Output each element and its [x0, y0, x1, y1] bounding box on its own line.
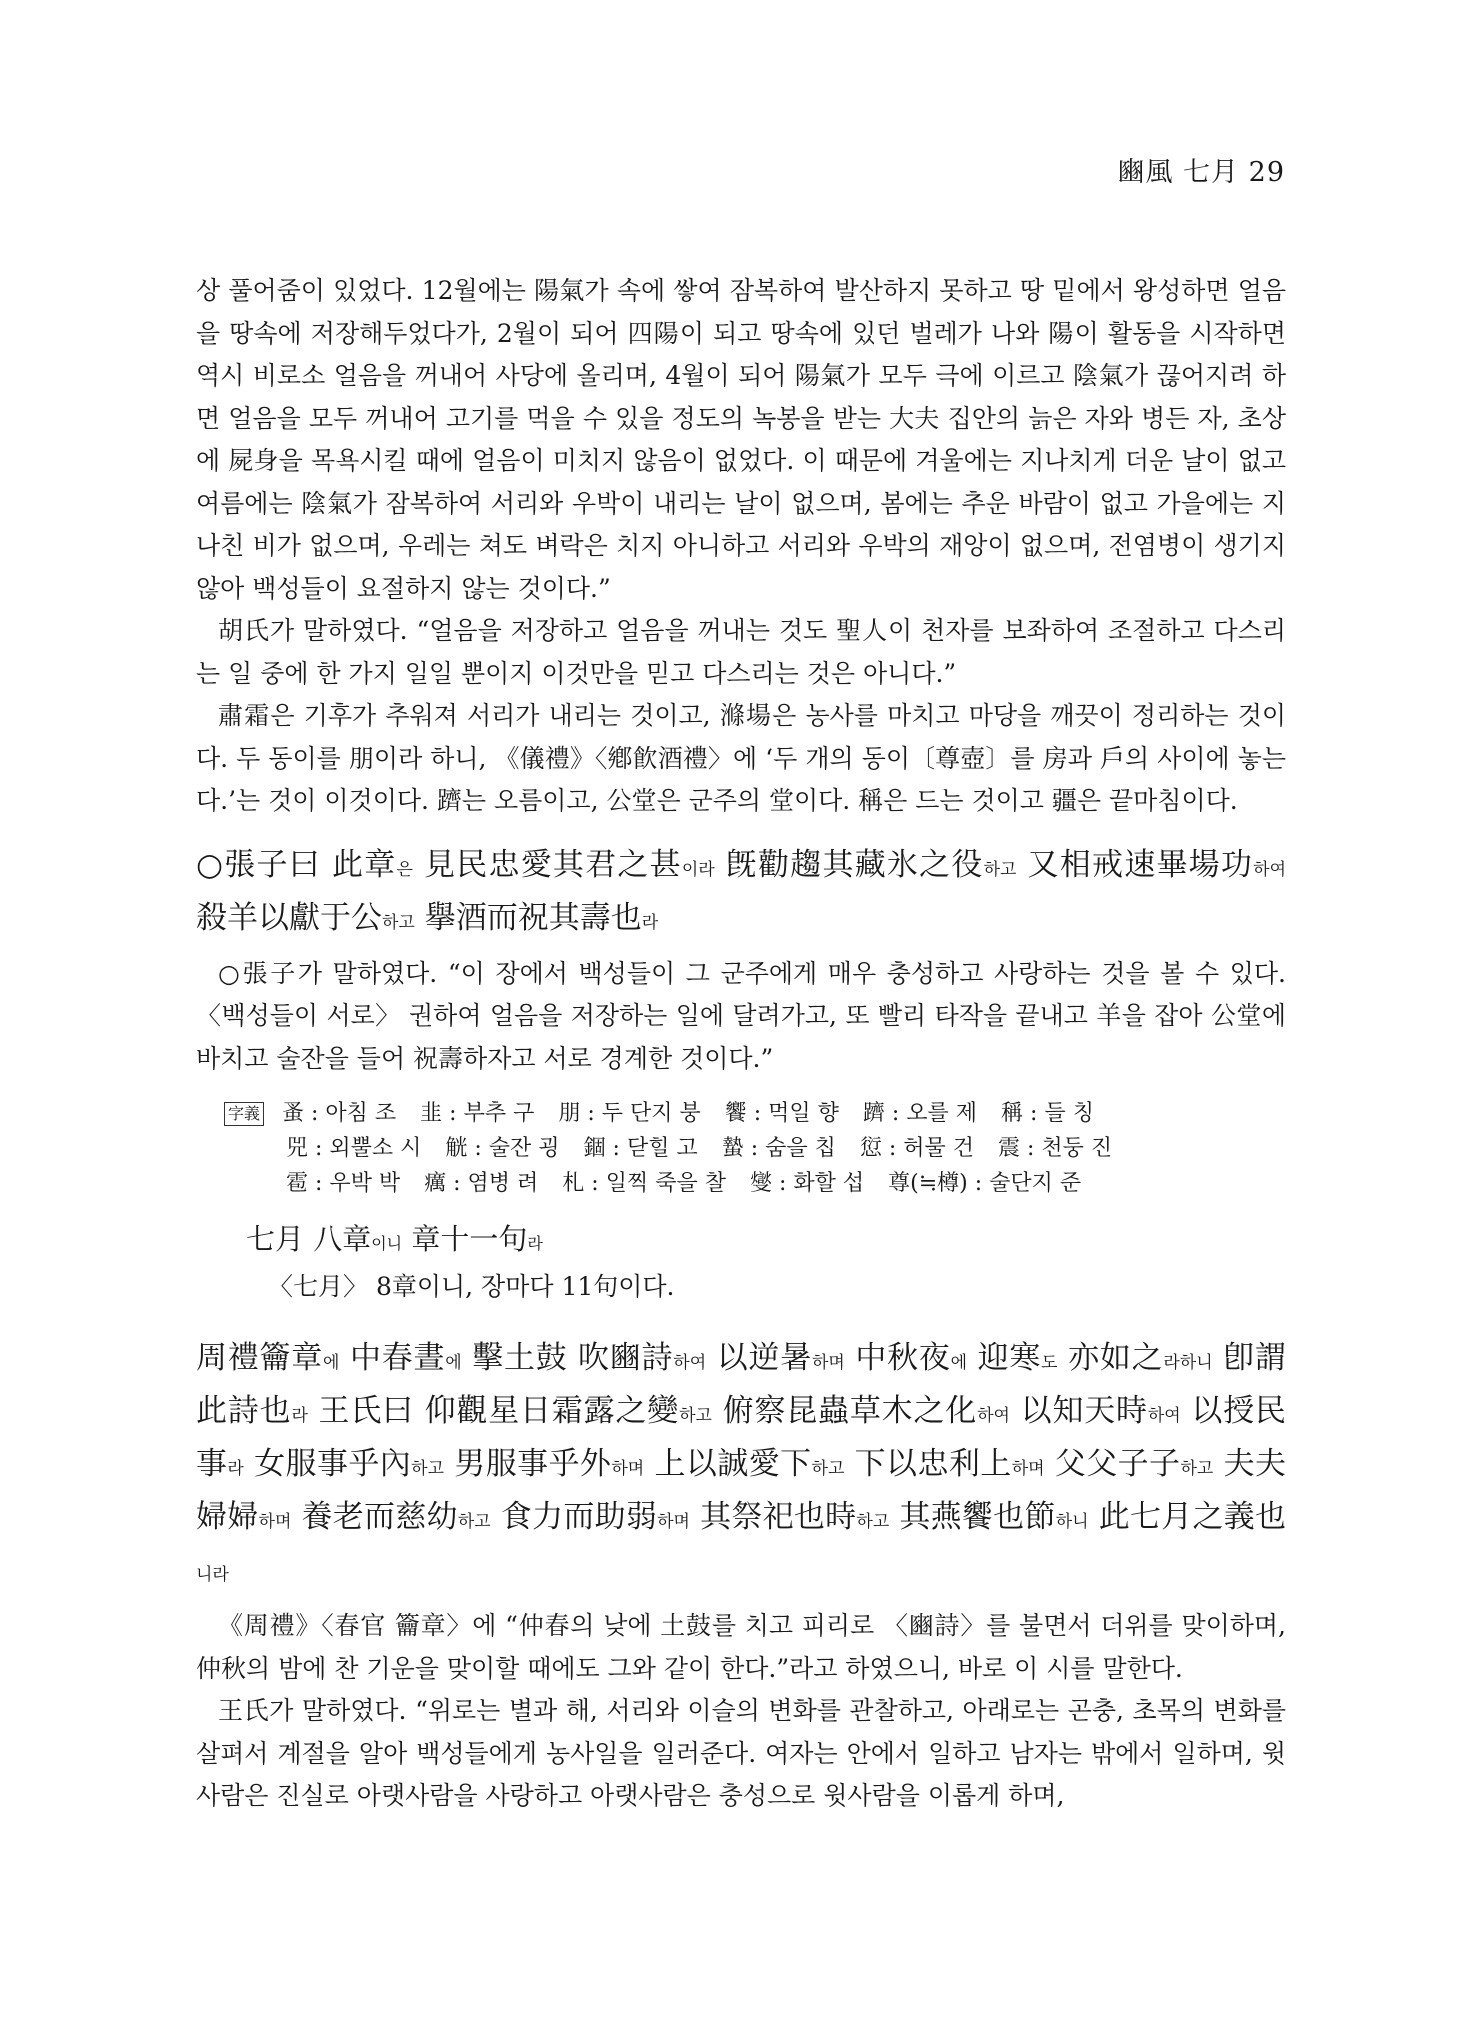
- vocabulary-item: 尊(≒樽) : 술단지 준: [888, 1171, 1082, 1196]
- vocabulary-row: [224, 1131, 1286, 1166]
- vocabulary-item: 札 : 일찍 죽을 찰: [562, 1171, 726, 1196]
- chapter-summary: [246, 1217, 1286, 1266]
- classical-text: 父父子子: [1044, 1446, 1181, 1482]
- particle: 하여: [1147, 1406, 1181, 1426]
- particle: 하고: [811, 1459, 845, 1479]
- classical-text: 其祭祀也時: [689, 1499, 857, 1535]
- particle: 하며: [611, 1459, 645, 1479]
- classical-text: 殺羊以獻于公: [196, 899, 382, 936]
- particle: 하고: [457, 1512, 491, 1532]
- vocabulary-item: 錮 : 닫힐 고: [583, 1136, 698, 1161]
- classical-text: 迎寒: [967, 1340, 1042, 1376]
- particle: 라: [527, 1234, 543, 1253]
- vocabulary-item: 雹 : 우박 박: [286, 1171, 401, 1196]
- particle: 도: [1041, 1353, 1058, 1373]
- classical-text: 擧酒而祝其壽也: [414, 899, 642, 936]
- header-title: 豳風 七月: [1117, 157, 1240, 188]
- vocabulary-row: [224, 1096, 1286, 1131]
- paragraph-glossary-notes: 肅霜은 기후가 추워져 서리가 내리는 것이고, 滌場은 농사를 마치고 마당을 깨끗이 정리하는 것이다. 두 동이를 朋이라 하니, 《儀禮》〈鄕飮酒禮〉에 ‘두 개의 동이〔尊壺〕를 房과 戶의 사이에 놓는다.’는 것이 이것이다. 躋는 오름이고, 公堂은 군주의 堂이다. 稱은 드는 것이고 疆은 끝마침이다.: [196, 701, 1286, 815]
- particle: 라: [291, 1406, 308, 1426]
- particle: 라: [227, 1459, 244, 1479]
- classical-text: 王氏曰 仰觀星日霜露之變: [307, 1393, 680, 1429]
- classical-text: 男服事乎外: [444, 1446, 612, 1482]
- vocabulary-box: [224, 1096, 1286, 1201]
- vocabulary-item: 癘 : 염병 려: [424, 1171, 539, 1196]
- classical-text: 見民忠愛其君之甚: [412, 846, 682, 883]
- particle: 하고: [983, 859, 1017, 880]
- classical-text: 旣勸趨其藏氷之役: [714, 846, 984, 883]
- page-body: [196, 270, 1286, 1818]
- particle: 에: [322, 1353, 340, 1373]
- classical-text: 擊土鼓 吹豳詩: [461, 1340, 674, 1376]
- classical-text: 又相戒速畢場功: [1016, 846, 1254, 883]
- paragraph-zhouli-translation: 《周禮》〈春官 籥章〉에 “仲春의 낮에 土鼓를 치고 피리로 〈豳詩〉를 불면서 더위를 맞이하며, 仲秋의 밤에 찬 기운을 맞이할 때에도 그와 같이 한다.”라고 하였으니, 바로 이 시를 말한다.: [196, 1611, 1286, 1683]
- classical-text: 以逆暑: [706, 1340, 812, 1376]
- vocabulary-badge: 字義: [224, 1102, 264, 1126]
- classical-text: 其燕饗也節: [889, 1499, 1056, 1535]
- particle: 이니: [371, 1234, 403, 1253]
- classical-text: 俯察昆蟲草木之化: [711, 1393, 978, 1429]
- particle: 하니: [1055, 1512, 1089, 1532]
- vocabulary-item: 蟄 : 숨을 칩: [721, 1136, 836, 1161]
- vocabulary-item: 震 : 천둥 진: [998, 1136, 1113, 1161]
- classical-text: 上以誠愛下: [644, 1446, 812, 1482]
- classical-zhang-commentary: [196, 841, 1286, 947]
- vocabulary-item: 觥 : 술잔 굉: [445, 1136, 560, 1161]
- classical-text: 下以忠利上: [844, 1446, 1012, 1482]
- particle: 은: [396, 859, 413, 880]
- classical-text: 中秋夜: [844, 1340, 951, 1376]
- classical-text: 亦如之: [1057, 1340, 1164, 1376]
- vocabulary-item: 稱 : 들 칭: [1001, 1101, 1094, 1126]
- particle: 라하니: [1163, 1353, 1213, 1373]
- classical-text: 女服事乎內: [243, 1446, 412, 1482]
- particle: 하며: [811, 1353, 845, 1373]
- vocabulary-row: [224, 1166, 1286, 1201]
- paragraph-ice-storage: 상 풀어줌이 있었다. 12월에는 陽氣가 속에 쌓여 잠복하여 발산하지 못하고 땅 밑에서 왕성하면 얼음을 땅속에 저장해두었다가, 2월이 되어 四陽이 되고 땅속에 있던 벌레가 나와 陽이 활동을 시작하면 역시 비로소 얼음을 꺼내어 사당에 올리며, 4월이 되어 陽氣가 모두 극에 이르고 陰氣가 끊어지려 하면 얼음을 모두 꺼내어 고기를 먹을 수 있을 정도의 녹봉을 받는 大夫 집안의 늙은 자와 병든 자, 초상에 屍身을 목욕시킬 때에 얼음이 미치지 않음이 없었다. 이 때문에 겨울에는 지나치게 더운 날이 없고 여름에는 陰氣가 잠복하여 서리와 우박이 내리는 날이 없으며, 봄에는 추운 바람이 없고 가을에는 지나친 비가 없으며, 우레는 쳐도 벼락은 치지 아니하고 서리와 우박의 재앙이 없으며, 전염병이 생기지 않아 백성들이 요절하지 않는 것이다.”: [196, 276, 1286, 603]
- running-header: [1117, 150, 1285, 189]
- classical-text: 周禮籥章: [196, 1340, 323, 1376]
- particle: 하며: [258, 1512, 292, 1532]
- particle: 이라: [681, 859, 715, 880]
- classical-text: 以知天時: [1009, 1393, 1148, 1429]
- particle: 에: [445, 1353, 462, 1373]
- particle: 니라: [196, 1565, 229, 1585]
- particle: 하고: [679, 1406, 712, 1426]
- particle: 하여: [673, 1353, 707, 1373]
- vocabulary-item: 韭 : 부추 구: [420, 1101, 535, 1126]
- paragraph-hu-commentary: 胡氏가 말하였다. “얼음을 저장하고 얼음을 꺼내는 것도 聖人이 천자를 보좌하여 조절하고 다스리는 일 중에 한 가지 일일 뿐이지 이것만을 믿고 다스리는 것은 아니다.”: [196, 616, 1286, 688]
- classical-text: 中春晝: [339, 1340, 446, 1376]
- particle: 에: [950, 1353, 968, 1373]
- vocabulary-item: 朋 : 두 단지 붕: [558, 1101, 701, 1126]
- classical-text: ○張子曰 此章: [196, 846, 397, 883]
- page-number: 29: [1248, 157, 1285, 188]
- classical-text: 七月 八章: [246, 1222, 372, 1256]
- classical-zhouli-passage: [196, 1334, 1286, 1599]
- particle: 하고: [382, 912, 415, 933]
- vocabulary-item: 饗 : 먹일 향: [724, 1101, 839, 1126]
- classical-text: 以授民事: [196, 1393, 1287, 1482]
- particle: 하며: [1011, 1459, 1045, 1479]
- particle: 하여: [977, 1406, 1010, 1426]
- particle: 하여: [1253, 859, 1286, 880]
- paragraph-zhang-translation: ○張子가 말하였다. “이 장에서 백성들이 그 군주에게 매우 충성하고 사랑하는 것을 볼 수 있다. 〈백성들이 서로〉 권하여 얼음을 저장하는 일에 달려가고, 또 빨리 타작을 끝내고 羊을 잡아 公堂에 바치고 술잔을 들어 祝壽하자고 서로 경계한 것이다.”: [196, 958, 1286, 1073]
- particle: 하고: [1180, 1459, 1214, 1479]
- classical-text: 此七月之義也: [1088, 1499, 1287, 1535]
- particle: 하고: [856, 1512, 890, 1532]
- vocabulary-item: 燮 : 화할 섭: [749, 1171, 865, 1196]
- vocabulary-item: 兕 : 외뿔소 시: [286, 1136, 422, 1161]
- paragraph-wang-translation: 王氏가 말하였다. “위로는 별과 해, 서리와 이슬의 변화를 관찰하고, 아래로는 곤충, 초목의 변화를 살펴서 계절을 알아 백성들에게 농사일을 일러준다. 여자는 안에서 일하고 남자는 밖에서 일하며, 윗사람은 진실로 아랫사람을 사랑하고 아랫사람은 충성으로 윗사람을 이롭게 하며,: [196, 1696, 1286, 1810]
- classical-text: 章十一句: [402, 1222, 528, 1256]
- particle: 라: [641, 912, 659, 933]
- chapter-summary-translation: 〈七月〉 8章이니, 장마다 11句이다.: [268, 1272, 675, 1301]
- classical-text: 卽謂此詩也: [196, 1340, 1287, 1429]
- particle: 하고: [411, 1459, 445, 1479]
- classical-text: 養老而慈幼: [291, 1499, 458, 1535]
- particle: 하며: [657, 1512, 690, 1532]
- vocabulary-item: 蚤 : 아침 조: [282, 1101, 397, 1126]
- classical-text: 食力而助弱: [490, 1499, 658, 1535]
- classical-text: 夫夫婦婦: [196, 1446, 1286, 1535]
- vocabulary-item: 躋 : 오를 제: [862, 1101, 978, 1126]
- vocabulary-item: 愆 : 허물 건: [859, 1136, 975, 1161]
